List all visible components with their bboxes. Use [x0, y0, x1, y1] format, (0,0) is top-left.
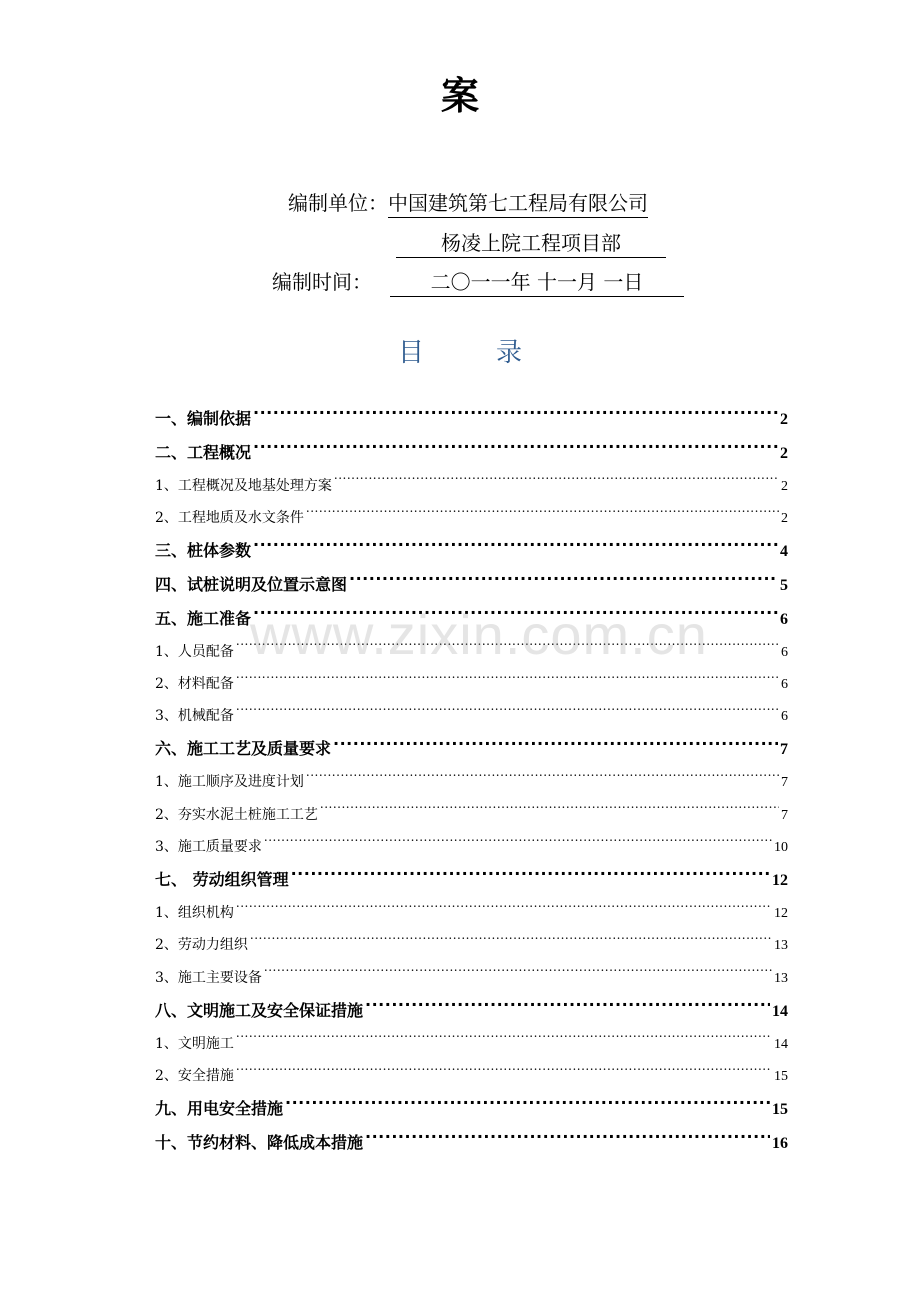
- toc-entry-label: 六、施工工艺及质量要求: [155, 739, 332, 759]
- toc-entry-label: 1、组织机构: [155, 904, 234, 921]
- toc-entry-page-number: 12: [772, 872, 788, 890]
- toc-dot-leader: [365, 1000, 770, 1016]
- toc-entry-page-number: 10: [774, 839, 788, 855]
- toc-entry-page-number: 7: [781, 775, 788, 791]
- toc-dot-leader: [236, 1066, 772, 1080]
- toc-entry[interactable]: [155, 766, 788, 798]
- toc-dot-leader: [236, 1034, 772, 1048]
- toc-entry-label: 1、人员配备: [155, 643, 234, 660]
- toc-entry-page-number: 7: [781, 807, 788, 823]
- toc-entry-label: 3、施工质量要求: [155, 838, 262, 855]
- toc-entry[interactable]: [155, 1060, 788, 1092]
- toc-entry-page-number: 2: [780, 411, 788, 428]
- toc-dot-leader: [291, 869, 770, 885]
- toc-entry-label: 2、材料配备: [155, 675, 234, 692]
- toc-entry-label: 九、用电安全措施: [155, 1099, 284, 1119]
- toc-entry[interactable]: [155, 700, 788, 732]
- project-department-row: [396, 228, 666, 258]
- compiling-unit-value: 中国建筑第七工程局有限公司: [388, 189, 648, 218]
- toc-entry[interactable]: [155, 402, 788, 436]
- toc-entry-label: 五、施工准备: [155, 608, 252, 628]
- toc-dot-leader: [264, 837, 772, 851]
- toc-entry-page-number: 2: [781, 510, 788, 526]
- toc-entry-page-number: 2: [780, 444, 788, 462]
- toc-dot-leader: [253, 442, 778, 458]
- toc-entry-page-number: 4: [780, 543, 788, 561]
- toc-dot-leader: [333, 738, 778, 754]
- toc-heading-char-2: 录: [496, 338, 523, 368]
- toc-entry-label: 3、施工主要设备: [155, 969, 262, 986]
- toc-entry[interactable]: [155, 799, 788, 831]
- toc-dot-leader: [306, 508, 779, 522]
- toc-entry[interactable]: [155, 1126, 788, 1160]
- toc-entry[interactable]: [155, 534, 788, 568]
- toc-entry-label: 八、文明施工及安全保证措施: [155, 1000, 364, 1020]
- toc-entry-page-number: 6: [781, 709, 788, 725]
- toc-dot-leader: [253, 540, 778, 556]
- toc-entry-label: 三、桩体参数: [155, 541, 252, 561]
- compiling-unit-row: [288, 188, 648, 218]
- toc-dot-leader: [236, 674, 779, 688]
- toc-entry-page-number: 6: [780, 610, 788, 628]
- compiling-date-value: 二〇一一年 十一月 一日: [390, 268, 684, 297]
- toc-entry-label: 二、工程概况: [155, 442, 252, 462]
- toc-entry-page-number: 15: [774, 1068, 788, 1084]
- toc-entry[interactable]: [155, 994, 788, 1028]
- toc-entry[interactable]: [155, 568, 788, 602]
- toc-dot-leader: [365, 1132, 770, 1148]
- toc-dot-leader: [285, 1098, 770, 1114]
- toc-entry[interactable]: [155, 962, 788, 994]
- toc-entry[interactable]: [155, 831, 788, 863]
- toc-entry-label: 3、机械配备: [155, 708, 234, 725]
- toc-entry-page-number: 6: [781, 644, 788, 660]
- toc-entry-label: 1、文明施工: [155, 1035, 234, 1052]
- toc-dot-leader: [320, 805, 779, 819]
- toc-entry[interactable]: [155, 668, 788, 700]
- toc-entry-page-number: 14: [772, 1002, 788, 1020]
- toc-entry[interactable]: [155, 502, 788, 534]
- toc-entry-label: 七、 劳动组织管理: [155, 870, 289, 890]
- toc-dot-leader: [250, 935, 772, 949]
- toc-entry[interactable]: [155, 1028, 788, 1060]
- toc-entry-label: 一、编制依据: [155, 409, 252, 428]
- toc-entry-label: 2、夯实水泥土桩施工工艺: [155, 806, 318, 823]
- compiling-date-label: 编制时间：: [272, 270, 372, 294]
- toc-heading: [0, 333, 920, 373]
- toc-entry-page-number: 2: [781, 478, 788, 494]
- toc-entry-label: 十、节约材料、降低成本措施: [155, 1133, 364, 1153]
- toc-entry-page-number: 13: [774, 938, 788, 954]
- toc-entry[interactable]: [155, 1092, 788, 1126]
- toc-entry-page-number: 5: [780, 576, 788, 594]
- toc-entry-page-number: 12: [774, 905, 788, 921]
- toc-entry[interactable]: [155, 470, 788, 502]
- toc-entry-label: 四、试桩说明及位置示意图: [155, 574, 348, 594]
- project-department-value: 杨凌上院工程项目部: [396, 229, 666, 258]
- toc-entry-page-number: 6: [781, 676, 788, 692]
- toc-dot-leader: [334, 476, 779, 490]
- document-title-fragment: 案: [440, 74, 479, 118]
- toc-entry[interactable]: [155, 732, 788, 766]
- toc-entry-page-number: 16: [772, 1135, 788, 1153]
- toc-dot-leader: [236, 706, 779, 720]
- toc-entry-label: 2、工程地质及水文条件: [155, 509, 304, 526]
- toc-dot-leader: [349, 574, 778, 590]
- compiling-date-row: [272, 267, 684, 297]
- toc-entry-label: 2、劳动力组织: [155, 937, 248, 954]
- watermark: www.zixin.com.cn: [250, 603, 708, 666]
- toc-dot-leader: [264, 968, 772, 982]
- compiling-unit-label: 编制单位：: [288, 191, 388, 215]
- toc-dot-leader: [253, 408, 778, 424]
- table-of-contents: [155, 402, 788, 1160]
- toc-entry-label: 1、施工顺序及进度计划: [155, 774, 304, 791]
- toc-entry[interactable]: [155, 929, 788, 961]
- toc-entry-page-number: 15: [772, 1101, 788, 1119]
- toc-entry-page-number: 13: [774, 970, 788, 986]
- toc-heading-char-1: 目: [397, 338, 424, 368]
- toc-dot-leader: [306, 772, 779, 786]
- toc-entry-page-number: 14: [774, 1036, 788, 1052]
- toc-entry[interactable]: [155, 897, 788, 929]
- toc-dot-leader: [236, 903, 772, 917]
- toc-entry-page-number: 7: [780, 741, 788, 759]
- toc-entry-label: 1、工程概况及地基处理方案: [155, 477, 332, 494]
- toc-entry[interactable]: [155, 436, 788, 470]
- toc-entry[interactable]: [155, 863, 788, 897]
- toc-entry-label: 2、安全措施: [155, 1067, 234, 1084]
